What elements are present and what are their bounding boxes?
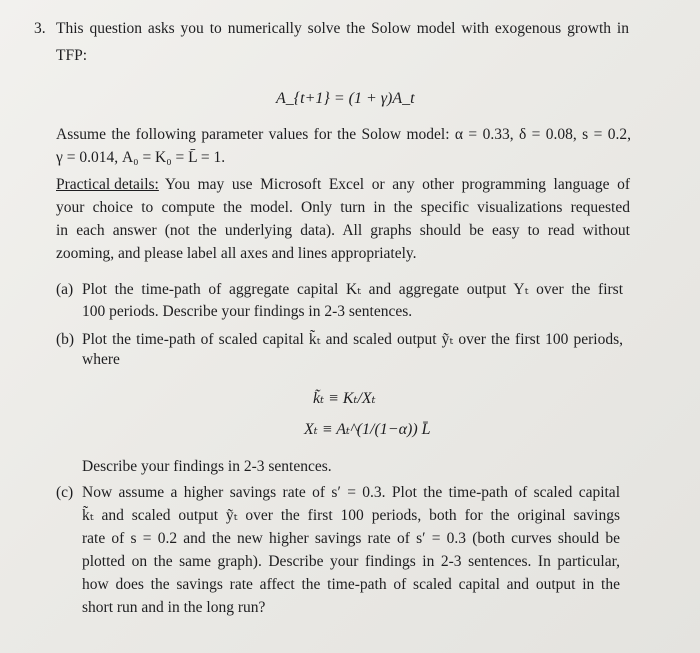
part-c-line-4: plotted on the same graph). Describe your findings in 2-3 sentences. In particular, [82,553,620,570]
part-c-line-1: Now assume a higher savings rate of s′ = 0.3. Plot the time-path of scaled capital [82,484,620,501]
question-number: 3. [34,20,46,37]
practical-line-1 [56,175,630,195]
part-b-equation-2: Xₜ ≡ Aₜ^(1/(1−α)) L̄ [304,421,431,438]
part-b-label: (b) [56,331,75,348]
practical-line-4: zooming, and please label all axes and lines appropriately. [56,245,417,262]
intro-line-1: This question asks you to numerically solve the Solow model with exogenous growth in [56,20,629,37]
part-b-equation-1: k̃ₜ ≡ Kₜ/Xₜ [313,390,376,407]
part-c-line-6: short run and in the long run? [82,599,266,616]
params-line-2: γ = 0.014, A₀ = K₀ = L̄ = 1. [56,149,226,166]
part-a-label: (a) [56,281,74,298]
practical-line-1-rest: You may use Microsoft Excel or any other programming language of [164,176,630,193]
part-c-label: (c) [56,484,74,501]
part-c-line-2: k̃ₜ and scaled output ỹₜ over the first 100 periods, both for the original savings [82,507,620,524]
part-b-line-2: where [82,351,120,368]
part-c-line-3: rate of s = 0.2 and the new higher savings rate of s′ = 0.3 (both curves should be [82,530,620,547]
part-b-line-3: Describe your findings in 2-3 sentences. [82,458,332,475]
part-a-line-2: 100 periods. Describe your findings in 2-3 sentences. [82,303,413,320]
part-b-line-1: Plot the time-path of scaled capital k̃ₜ and scaled output ỹₜ over the first 100 periods, [82,331,623,348]
practical-line-2: your choice to compute the model. Only turn in the specific visualizations requested [56,199,630,216]
practical-label: Practical details: [56,176,159,193]
intro-line-2: TFP: [56,47,88,64]
params-line-1: Assume the following parameter values for the Solow model: α = 0.33, δ = 0.08, s = 0.2, [56,126,631,143]
practical-line-3: in each answer (not the underlying data). All graphs should be easy to read without [56,222,630,239]
part-c-line-5: how does the savings rate affect the time-path of scaled capital and output in the [82,576,620,593]
part-a-line-1: Plot the time-path of aggregate capital Kₜ and aggregate output Yₜ over the first [82,281,623,298]
equation-main: A_{t+1} = (1 + γ)A_t [276,90,415,107]
